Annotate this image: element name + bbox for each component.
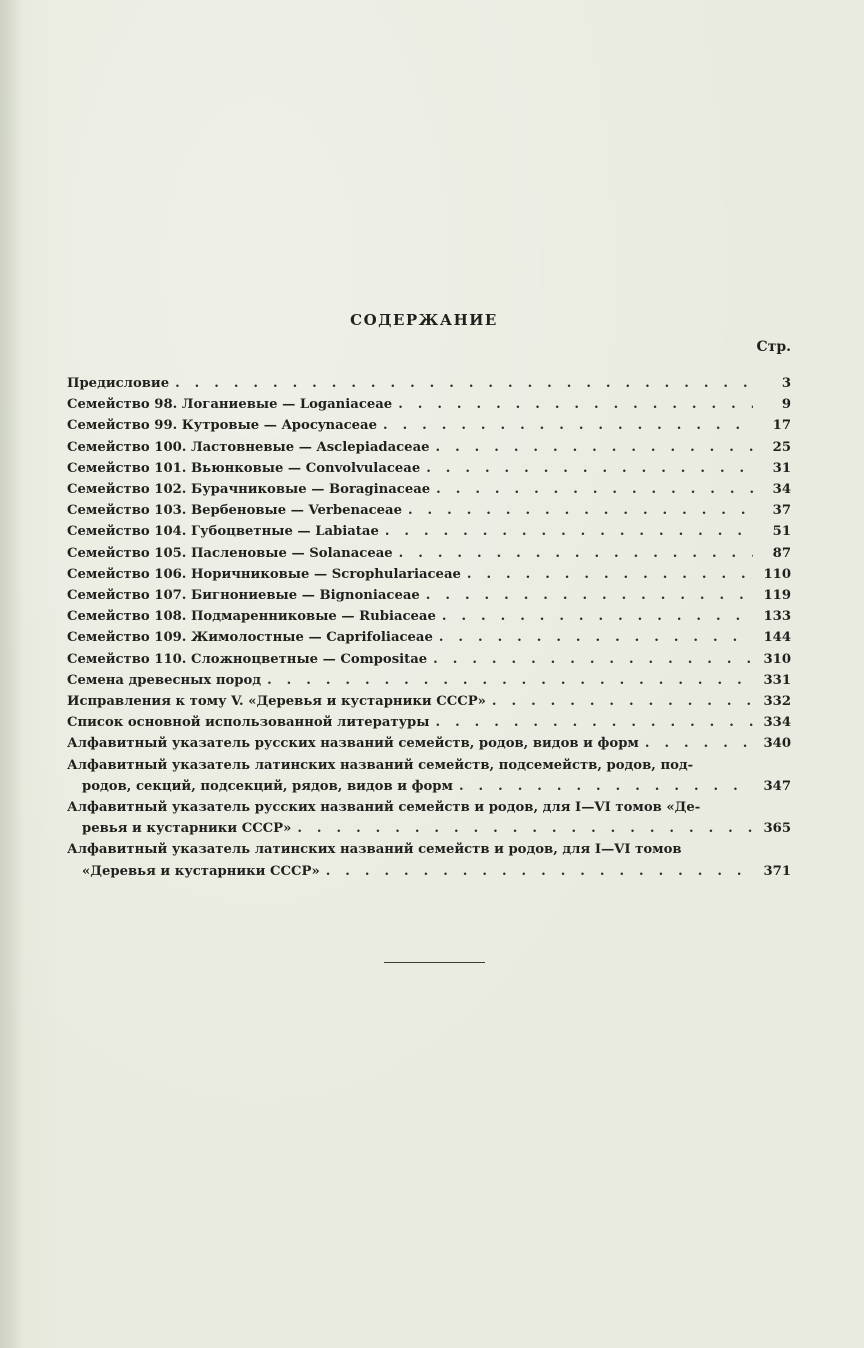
toc-entry-title: Семейство 103. Вербеновые — Verbenaceae <box>67 503 402 519</box>
dot-leader <box>383 415 753 436</box>
toc-entry <box>67 394 791 415</box>
dot-leader <box>408 500 753 521</box>
toc-page-number: 31 <box>772 460 791 476</box>
toc-entry-title: Семейство 105. Пасленовые — Solanaceae <box>67 545 393 561</box>
toc-entry-line <box>67 691 791 712</box>
toc-entry-line <box>67 733 791 754</box>
toc-entry-title: Семейство 108. Подмаренниковые — Rubiaceae <box>67 609 436 625</box>
toc-entry-line <box>67 373 791 394</box>
toc-entry-title: Семейство 109. Жимолостные — Caprifoliaceae <box>67 630 433 646</box>
toc-entry-line <box>67 755 791 776</box>
toc-entry-line <box>67 394 791 415</box>
toc-page-number: 347 <box>763 778 791 794</box>
toc-entry <box>67 373 791 394</box>
dot-leader <box>439 627 753 648</box>
toc-entry-line <box>67 670 791 691</box>
dot-leader <box>433 649 753 670</box>
toc-entry-line <box>67 564 791 585</box>
toc-entry <box>67 839 791 881</box>
dot-leader <box>492 691 753 712</box>
toc-page-number: 25 <box>772 439 791 455</box>
toc-entry-line <box>67 458 791 479</box>
toc-entry-title: Алфавитный указатель латинских названий семейств, подсемейств, родов, под- <box>67 757 694 773</box>
toc-entry-line <box>67 776 791 797</box>
toc-entry-title: родов, секций, подсекций, рядов, видов и форм <box>82 778 453 794</box>
toc-entry-line <box>67 712 791 733</box>
toc-entry-line <box>67 861 791 882</box>
toc-entry <box>67 670 791 691</box>
toc-entry <box>67 712 791 733</box>
toc-page-number: 17 <box>772 418 791 434</box>
toc-entry-title: ревья и кустарники СССР» <box>82 821 292 837</box>
toc-page-number: 310 <box>763 651 791 667</box>
toc-entry <box>67 733 791 754</box>
toc-entry <box>67 415 791 436</box>
toc-entry-title: Семейство 106. Норичниковые — Scrophulariaceae <box>67 566 461 582</box>
toc-entry-title: Семейство 110. Сложноцветные — Compositae <box>67 651 428 667</box>
dot-leader <box>442 606 753 627</box>
toc-entry-title: Семейство 107. Бигнониевые — Bignoniaceae <box>67 588 420 604</box>
toc-entry <box>67 458 791 479</box>
toc-entry-line <box>67 627 791 648</box>
toc-page-number: 119 <box>763 588 791 604</box>
toc-page-number: 331 <box>763 672 791 688</box>
page-column-label: Стр. <box>756 339 791 355</box>
toc-entry <box>67 437 791 458</box>
dot-leader <box>267 670 753 691</box>
toc-entry <box>67 627 791 648</box>
toc-entry-line <box>67 585 791 606</box>
dot-leader <box>436 437 753 458</box>
toc-entry-title: Семейство 101. Вьюнковые — Convolvulaceae <box>67 460 421 476</box>
toc-entry <box>67 564 791 585</box>
toc-entry-title: «Деревья и кустарники СССР» <box>82 863 320 879</box>
dot-leader <box>436 712 754 733</box>
toc-page-number: 87 <box>772 545 791 561</box>
toc-entry-line <box>67 606 791 627</box>
dot-leader <box>326 861 753 882</box>
toc-page-number: 110 <box>763 566 791 582</box>
toc-entry <box>67 521 791 542</box>
toc-page-number: 51 <box>772 524 791 540</box>
toc-entry-line <box>67 649 791 670</box>
toc-page-number: 334 <box>763 715 791 731</box>
toc-page-number: 37 <box>772 503 791 519</box>
toc-entry-line <box>67 479 791 500</box>
page-binding-shadow <box>0 0 22 1348</box>
dot-leader <box>398 394 753 415</box>
toc-entry <box>67 585 791 606</box>
page-title: СОДЕРЖАНИЕ <box>350 311 498 329</box>
toc-page-number: 365 <box>763 821 791 837</box>
toc-entry-line <box>67 521 791 542</box>
toc-page-number: 34 <box>772 482 791 498</box>
toc-entry-line <box>67 818 791 839</box>
dot-leader <box>175 373 753 394</box>
toc-entry-line <box>67 437 791 458</box>
toc-entry-title: Список основной использованной литературы <box>67 715 430 731</box>
dot-leader <box>645 733 753 754</box>
dot-leader <box>467 564 753 585</box>
toc-entry-line <box>67 543 791 564</box>
dot-leader <box>385 521 753 542</box>
toc-entry <box>67 797 791 839</box>
toc-entry-title: Семейство 100. Ластовневые — Asclepiadaceae <box>67 439 430 455</box>
toc-entry <box>67 500 791 521</box>
closing-divider <box>384 962 485 963</box>
toc-entry-title: Семена древесных пород <box>67 672 262 688</box>
toc-page-number: 371 <box>763 863 791 879</box>
dot-leader <box>459 776 753 797</box>
toc-page-number: 9 <box>781 397 791 413</box>
toc-entry <box>67 479 791 500</box>
toc-entry-title: Семейство 104. Губоцветные — Labiatae <box>67 524 379 540</box>
toc-page-number: 340 <box>763 736 791 752</box>
toc-entry-title: Алфавитный указатель русских названий семейств и родов, для I—VI томов «Де- <box>67 800 701 816</box>
toc-entry <box>67 755 791 797</box>
toc-entry-title: Алфавитный указатель русских названий семейств, родов, видов и форм <box>67 736 639 752</box>
toc-entry <box>67 649 791 670</box>
toc-page-number: 144 <box>763 630 791 646</box>
toc-page-number: 3 <box>781 376 791 391</box>
toc-page-number: 332 <box>763 694 791 710</box>
dot-leader <box>436 479 753 500</box>
toc-entry-line <box>67 797 791 818</box>
toc-entry-title: Предисловие <box>67 376 170 391</box>
dot-leader <box>297 818 753 839</box>
dot-leader <box>399 543 753 564</box>
toc-entry-title: Семейство 98. Логаниевые — Loganiaceae <box>67 397 393 413</box>
toc-entry-line <box>67 415 791 436</box>
toc-entry <box>67 543 791 564</box>
dot-leader <box>426 585 753 606</box>
toc-page-number: 133 <box>763 609 791 625</box>
toc-entry-line <box>67 500 791 521</box>
table-of-contents <box>67 373 791 882</box>
toc-entry-title: Семейство 99. Кутровые — Apocynaceae <box>67 418 377 434</box>
toc-entry-title: Исправления к тому V. «Деревья и кустарники СССР» <box>67 694 486 710</box>
toc-entry-title: Семейство 102. Бурачниковые — Boraginaceae <box>67 482 431 498</box>
toc-entry <box>67 691 791 712</box>
toc-entry-title: Алфавитный указатель латинских названий семейств и родов, для I—VI томов <box>67 842 682 858</box>
dot-leader <box>426 458 753 479</box>
toc-entry-line <box>67 839 791 860</box>
toc-entry <box>67 606 791 627</box>
